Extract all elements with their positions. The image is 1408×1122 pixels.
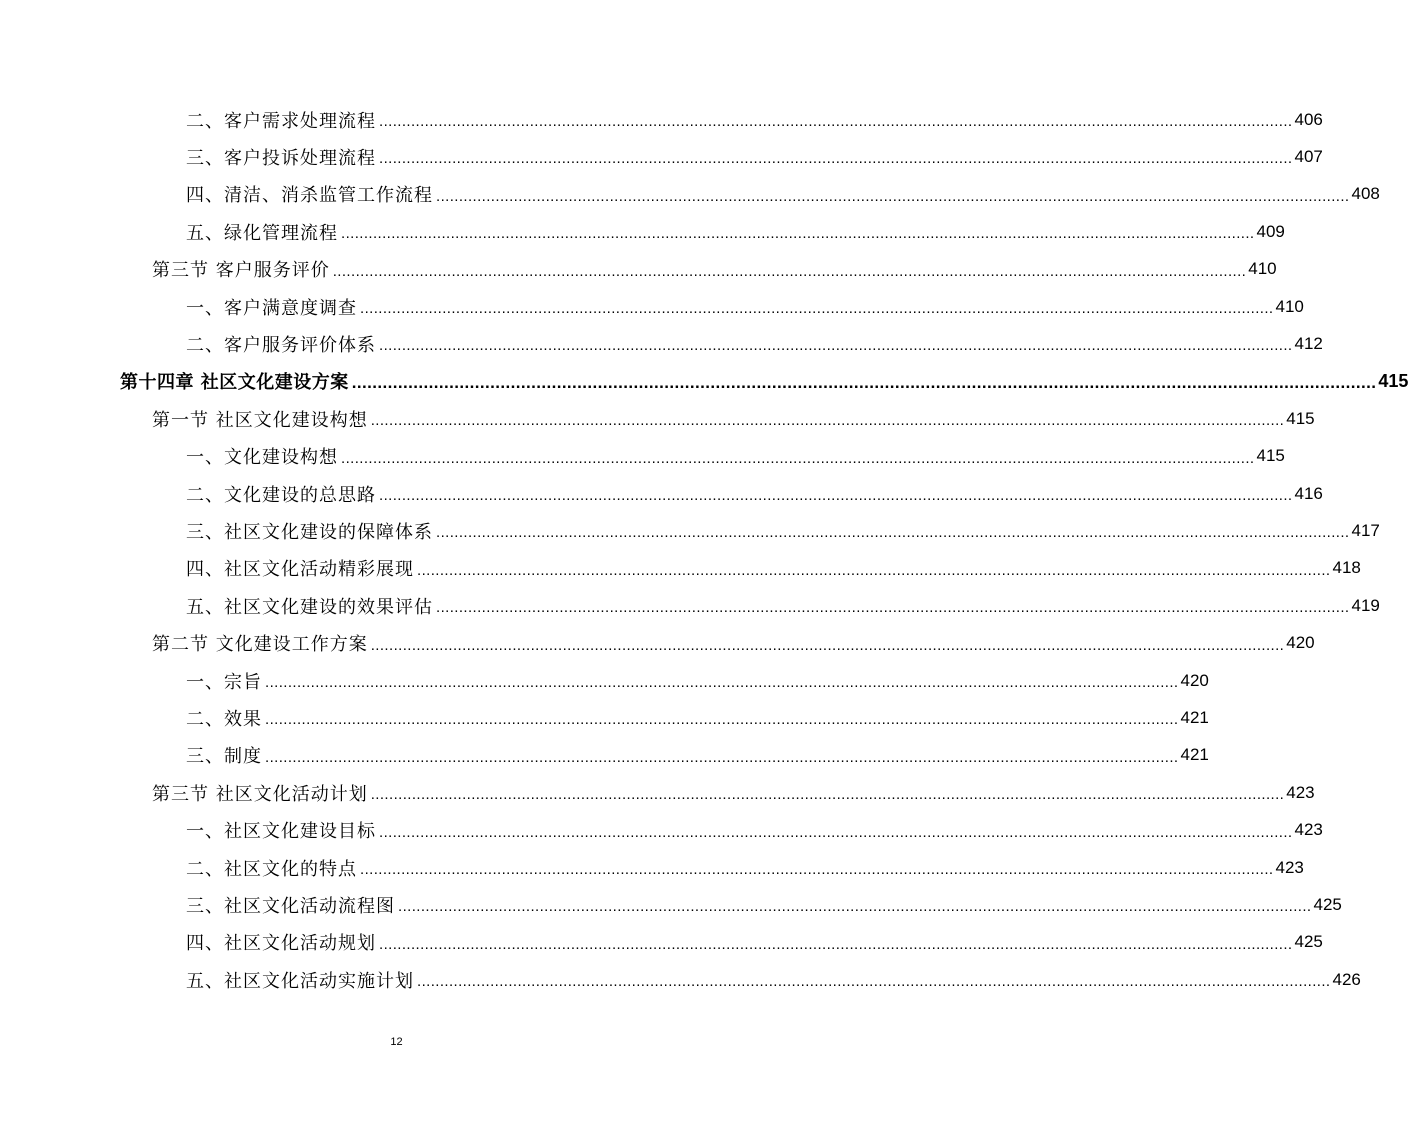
dot-leader: ........................................................................................................................................................................................................ [265,748,1179,766]
toc-entry-label: 三、社区文化活动流程图 [186,895,395,917]
toc-entry-label: 五、绿化管理流程 [186,222,338,244]
dot-leader: ........................................................................................................................................................................................................ [360,861,1274,878]
toc-entry-item[interactable] [186,138,1323,175]
toc-entry-label: 四、社区文化活动规划 [186,933,376,955]
toc-entry-page-number: 426 [1332,969,1361,989]
toc-entry-label: 第三节 客户服务评价 [152,260,330,282]
toc-entry-label: 一、客户满意度调查 [186,297,357,319]
toc-entry-item[interactable] [186,512,1380,549]
page-number: 12 [390,1036,403,1048]
toc-entry-chapter[interactable] [120,363,1408,400]
toc-entry-page-number: 421 [1180,745,1209,765]
dot-leader: ........................................................................................................................................................................................................ [436,187,1350,205]
dot-leader: ........................................................................................................................................................................................................ [351,373,1377,393]
toc-entry-label: 二、社区文化的特点 [186,858,357,880]
toc-entry-section[interactable] [152,400,1315,437]
toc-entry-page-number: 416 [1294,483,1323,503]
toc-entry-section[interactable] [152,625,1315,662]
toc-entry-page-number: 419 [1351,595,1380,615]
toc-entry-page-number: 415 [1256,446,1285,466]
toc-entry-label: 二、效果 [186,708,262,730]
toc-entry-page-number: 425 [1294,932,1323,952]
dot-leader: ........................................................................................................................................................................................................ [370,786,1285,804]
dot-leader: ........................................................................................................................................................................................................ [265,674,1179,691]
toc-entry-page-number: 423 [1275,857,1304,877]
toc-entry-item[interactable] [186,550,1361,587]
toc-entry-page-number: 415 [1286,408,1315,428]
toc-entry-item[interactable] [186,699,1209,736]
toc-entry-page-number: 410 [1248,259,1277,279]
dot-leader: ........................................................................................................................................................................................................ [370,636,1285,654]
toc-entry-item[interactable] [186,325,1323,362]
toc-entry-label: 第十四章 社区文化建设方案 [120,372,349,394]
toc-entry-label: 三、制度 [186,746,262,768]
dot-leader: ........................................................................................................................................................................................................ [379,337,1293,355]
dot-leader: ........................................................................................................................................................................................................ [370,412,1285,430]
dot-leader: ........................................................................................................................................................................................................ [332,262,1247,280]
toc-entry-label: 三、客户投诉处理流程 [186,147,376,169]
dot-leader: ........................................................................................................................................................................................................ [379,823,1293,841]
toc-entry-item[interactable] [186,288,1304,325]
dot-leader: ........................................................................................................................................................................................................ [379,935,1293,953]
toc-entry-item[interactable] [186,438,1285,475]
toc-entry-item[interactable] [186,475,1323,512]
toc-entry-item[interactable] [186,924,1323,961]
toc-entry-label: 四、社区文化活动精彩展现 [186,559,414,581]
toc-entry-label: 五、社区文化建设的效果评估 [186,596,433,618]
toc-entry-page-number: 408 [1351,184,1380,204]
table-of-contents [0,101,1408,1001]
toc-entry-page-number: 406 [1294,109,1323,129]
toc-entry-label: 三、社区文化建设的保障体系 [186,521,433,543]
dot-leader: ........................................................................................................................................................................................................ [436,524,1350,542]
toc-entry-page-number: 410 [1275,296,1304,316]
toc-entry-page-number: 420 [1180,670,1209,690]
toc-entry-label: 四、清洁、消杀监管工作流程 [186,185,433,207]
toc-entry-item[interactable] [186,213,1285,250]
toc-entry-item[interactable] [186,737,1209,774]
toc-entry-page-number: 415 [1378,370,1408,391]
dot-leader: ........................................................................................................................................................................................................ [436,599,1350,617]
dot-leader: ........................................................................................................................................................................................................ [417,561,1331,579]
toc-entry-label: 一、社区文化建设目标 [186,821,376,843]
toc-entry-label: 五、社区文化活动实施计划 [186,970,414,992]
toc-entry-page-number: 423 [1294,820,1323,840]
dot-leader: ........................................................................................................................................................................................................ [265,711,1179,729]
toc-entry-page-number: 409 [1256,221,1285,241]
dot-leader: ........................................................................................................................................................................................................ [341,449,1255,467]
dot-leader: ........................................................................................................................................................................................................ [360,300,1274,317]
toc-entry-page-number: 420 [1286,633,1315,653]
dot-leader: ........................................................................................................................................................................................................ [417,973,1331,991]
toc-entry-label: 第三节 社区文化活动计划 [152,783,368,805]
toc-entry-label: 二、客户需求处理流程 [186,110,376,132]
toc-entry-item[interactable] [186,886,1342,923]
toc-entry-label: 第二节 文化建设工作方案 [152,634,368,656]
toc-entry-item[interactable] [186,849,1304,886]
toc-entry-label: 第一节 社区文化建设构想 [152,409,368,431]
toc-entry-section[interactable] [152,774,1315,811]
toc-entry-label: 二、文化建设的总思路 [186,484,376,506]
toc-entry-page-number: 407 [1294,146,1323,166]
toc-entry-item[interactable] [186,961,1361,998]
toc-entry-label: 一、宗旨 [186,671,262,693]
dot-leader: ........................................................................................................................................................................................................ [379,113,1293,130]
toc-entry-item[interactable] [186,176,1380,213]
toc-entry-label: 二、客户服务评价体系 [186,334,376,356]
toc-entry-item[interactable] [186,587,1380,624]
toc-entry-item[interactable] [186,812,1323,849]
toc-entry-section[interactable] [152,251,1277,288]
dot-leader: ........................................................................................................................................................................................................ [379,150,1293,168]
dot-leader: ........................................................................................................................................................................................................ [398,898,1312,916]
toc-entry-item[interactable] [186,662,1209,699]
toc-entry-page-number: 418 [1332,558,1361,578]
toc-entry-page-number: 421 [1180,707,1209,727]
toc-entry-item[interactable] [186,101,1323,138]
toc-entry-page-number: 412 [1294,333,1323,353]
dot-leader: ........................................................................................................................................................................................................ [379,487,1293,504]
toc-entry-page-number: 423 [1286,782,1315,802]
toc-entry-page-number: 417 [1351,520,1380,540]
dot-leader: ........................................................................................................................................................................................................ [341,225,1255,243]
toc-entry-page-number: 425 [1313,894,1342,914]
toc-entry-label: 一、文化建设构想 [186,447,338,469]
